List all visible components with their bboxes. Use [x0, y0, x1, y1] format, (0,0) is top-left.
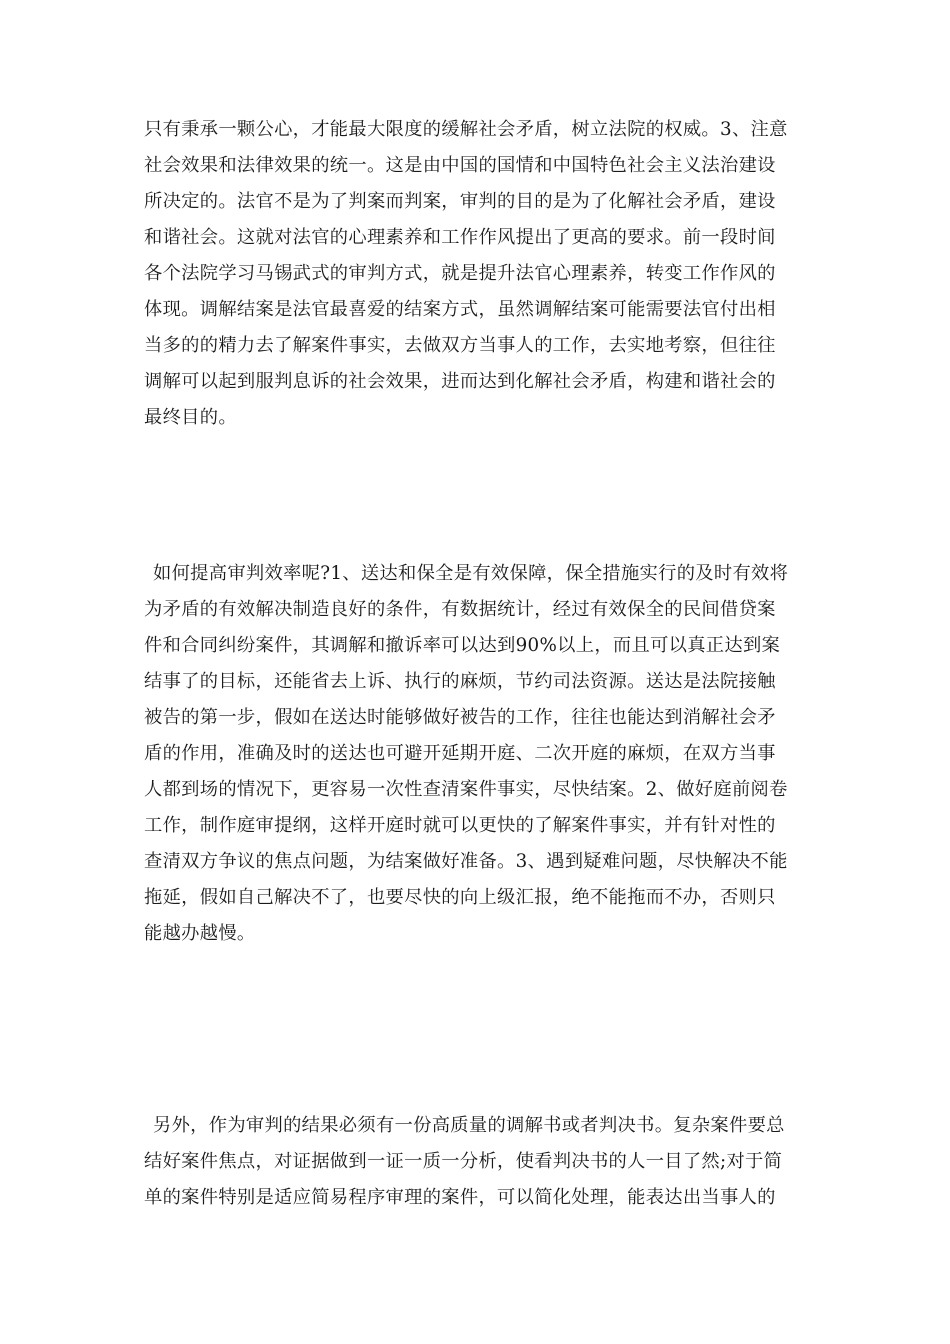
paragraph-3 — [144, 1108, 804, 1216]
text-line: 体现。调解结案是法官最喜爱的结案方式，虽然调解结案可能需要法官付出相 — [144, 299, 776, 320]
text-line: 能越办越慢。 — [144, 923, 256, 944]
text-line: 盾的作用，准确及时的送达也可避开延期开庭、二次开庭的麻烦，在双方当事 — [144, 743, 776, 764]
text-line: 当多的的精力去了解案件事实，去做双方当事人的工作，去实地考察，但往往 — [144, 335, 776, 356]
text-line: 结好案件焦点，对证据做到一证一质一分析，使看判决书的人一目了然;对于简 — [144, 1151, 783, 1172]
paragraph-1 — [144, 112, 804, 436]
text-line: 如何提高审判效率呢?1、送达和保全是有效保障，保全措施实行的及时有效将 — [153, 563, 789, 584]
text-line: 社会效果和法律效果的统一。这是由中国的国情和中国特色社会主义法治建设 — [144, 155, 776, 176]
text-line: 和谐社会。这就对法官的心理素养和工作作风提出了更高的要求。前一段时间 — [144, 227, 776, 248]
text-line: 单的案件特别是适应简易程序审理的案件，可以简化处理，能表达出当事人的 — [144, 1187, 776, 1208]
text-line: 被告的第一步，假如在送达时能够做好被告的工作，往往也能达到消解社会矛 — [144, 707, 776, 728]
text-line: 只有秉承一颗公心，才能最大限度的缓解社会矛盾，树立法院的权威。3、注意 — [144, 119, 788, 140]
paragraph-2 — [144, 556, 804, 952]
text-line: 件和合同纠纷案件，其调解和撤诉率可以达到90%以上，而且可以真正达到案 — [144, 635, 781, 656]
text-line: 调解可以起到服判息诉的社会效果，进而达到化解社会矛盾，构建和谐社会的 — [144, 371, 776, 392]
text-line: 结事了的目标，还能省去上诉、执行的麻烦，节约司法资源。送达是法院接触 — [144, 671, 776, 692]
text-line: 另外，作为审判的结果必须有一份高质量的调解书或者判决书。复杂案件要总 — [153, 1115, 785, 1136]
text-line: 查清双方争议的焦点问题，为结案做好准备。3、遇到疑难问题，尽快解决不能 — [144, 851, 788, 872]
text-line: 人都到场的情况下，更容易一次性查清案件事实，尽快结案。2、做好庭前阅卷 — [144, 779, 788, 800]
text-line: 最终目的。 — [144, 407, 237, 428]
text-line: 各个法院学习马锡武式的审判方式，就是提升法官心理素养，转变工作作风的 — [144, 263, 776, 284]
text-line: 为矛盾的有效解决制造良好的条件，有数据统计，经过有效保全的民间借贷案 — [144, 599, 776, 620]
text-line: 工作，制作庭审提纲，这样开庭时就可以更快的了解案件事实，并有针对性的 — [144, 815, 776, 836]
text-line: 所决定的。法官不是为了判案而判案，审判的目的是为了化解社会矛盾，建设 — [144, 191, 776, 212]
text-line: 拖延，假如自己解决不了，也要尽快的向上级汇报，绝不能拖而不办，否则只 — [144, 887, 776, 908]
